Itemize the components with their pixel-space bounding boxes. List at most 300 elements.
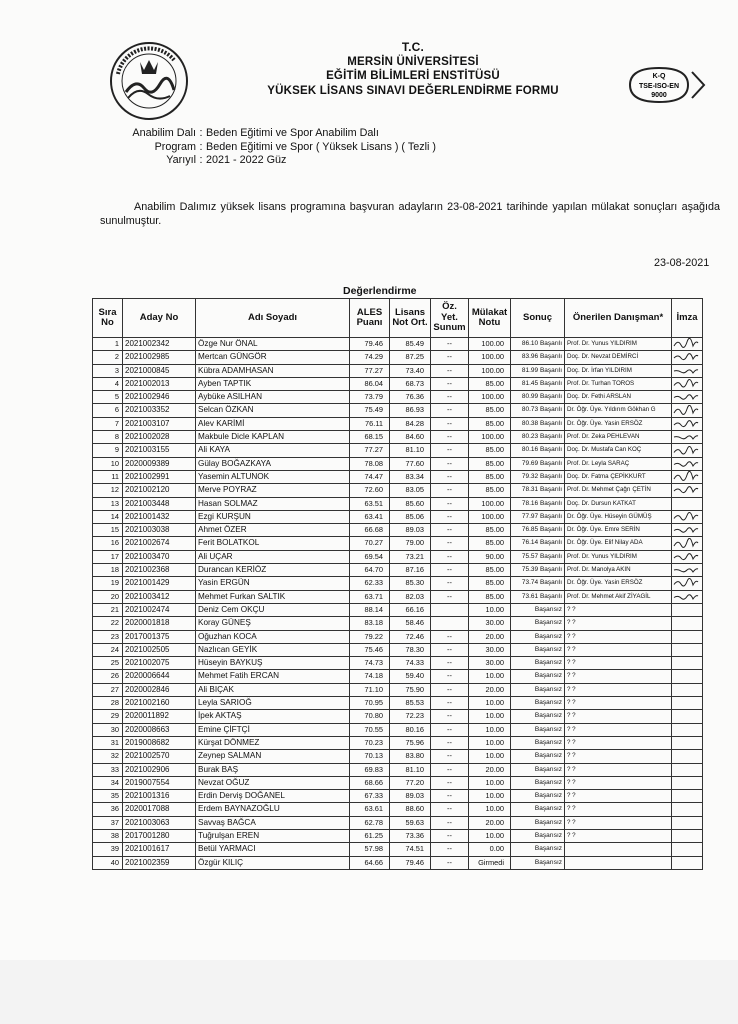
row-danisman: Prof. Dr. Leyla SARAÇ xyxy=(565,457,672,470)
signature-icon xyxy=(672,511,700,523)
row-adi-soyadi: Zeynep SALMAN xyxy=(196,750,350,763)
row-danisman: ? ? xyxy=(565,630,672,643)
row-ales-puani: 86.04 xyxy=(350,377,390,390)
row-lisans-not: 83.05 xyxy=(390,484,431,497)
table-row xyxy=(93,736,703,749)
table-row xyxy=(93,338,703,351)
signature-icon xyxy=(672,445,700,457)
row-lisans-not: 85.49 xyxy=(390,338,431,351)
row-adi-soyadi: Burak BAŞ xyxy=(196,763,350,776)
table-row xyxy=(93,417,703,430)
row-danisman: Dr. Öğr. Üye. Yıldırım Gökhan G xyxy=(565,404,672,417)
row-imza xyxy=(672,457,703,470)
row-lisans-not: 85.53 xyxy=(390,697,431,710)
table-row xyxy=(93,816,703,829)
row-imza xyxy=(672,643,703,656)
row-danisman xyxy=(565,843,672,856)
row-sira-no: 20 xyxy=(93,590,123,603)
row-danisman: Prof. Dr. Yunus YILDIRIM xyxy=(565,550,672,563)
row-aday-no: 2021002474 xyxy=(123,603,196,616)
row-mulakat-notu: 10.00 xyxy=(469,776,511,789)
info-label: Program xyxy=(154,140,196,153)
row-ales-puani: 75.46 xyxy=(350,643,390,656)
row-ales-puani: 76.11 xyxy=(350,417,390,430)
table-row xyxy=(93,697,703,710)
row-oz-yet: -- xyxy=(431,391,469,404)
row-imza xyxy=(672,843,703,856)
row-aday-no: 2021002906 xyxy=(123,763,196,776)
row-ales-puani: 68.66 xyxy=(350,776,390,789)
row-lisans-not: 58.46 xyxy=(390,617,431,630)
row-sonuc: Başarısız xyxy=(511,829,565,842)
row-imza xyxy=(672,790,703,803)
row-mulakat-notu: 10.00 xyxy=(469,710,511,723)
row-aday-no: 2021000845 xyxy=(123,364,196,377)
row-oz-yet: -- xyxy=(431,723,469,736)
row-lisans-not: 81.10 xyxy=(390,763,431,776)
row-sira-no: 35 xyxy=(93,790,123,803)
row-mulakat-notu: 20.00 xyxy=(469,816,511,829)
row-imza xyxy=(672,484,703,497)
row-imza xyxy=(672,710,703,723)
row-sonuc: Başarısız xyxy=(511,683,565,696)
row-aday-no: 2020017088 xyxy=(123,803,196,816)
row-aday-no: 2021002342 xyxy=(123,338,196,351)
table-row xyxy=(93,643,703,656)
header-university: MERSİN ÜNİVERSİTESİ xyxy=(347,55,479,68)
row-adi-soyadi: Mehmet Fatih ERCAN xyxy=(196,670,350,683)
row-sonuc: Başarısız xyxy=(511,856,565,869)
table-header-row xyxy=(93,299,703,338)
row-lisans-not: 85.06 xyxy=(390,510,431,523)
row-adi-soyadi: Gülay BOĞAZKAYA xyxy=(196,457,350,470)
row-ales-puani: 72.60 xyxy=(350,484,390,497)
row-oz-yet: -- xyxy=(431,404,469,417)
row-aday-no: 2021002946 xyxy=(123,391,196,404)
row-adi-soyadi: Selcan ÖZKAN xyxy=(196,404,350,417)
signature-icon xyxy=(672,391,700,403)
row-sonuc: 80.23 Başarılı xyxy=(511,431,565,444)
info-label: Yarıyıl xyxy=(166,154,196,166)
row-imza xyxy=(672,829,703,842)
row-danisman: Dr. Öğr. Üye. Yasin ERSÖZ xyxy=(565,577,672,590)
row-oz-yet: -- xyxy=(431,697,469,710)
row-lisans-not: 75.96 xyxy=(390,736,431,749)
row-sonuc: Başarısız xyxy=(511,736,565,749)
signature-icon xyxy=(672,577,700,589)
signature-icon xyxy=(672,564,700,576)
row-sira-no: 11 xyxy=(93,470,123,483)
row-mulakat-notu: 85.00 xyxy=(469,590,511,603)
row-lisans-not: 66.16 xyxy=(390,603,431,616)
row-adi-soyadi: Ferit BOLATKOL xyxy=(196,537,350,550)
row-sonuc: 81.99 Başarılı xyxy=(511,364,565,377)
signature-icon xyxy=(672,365,700,377)
row-ales-puani: 70.23 xyxy=(350,736,390,749)
row-mulakat-notu: 0.00 xyxy=(469,843,511,856)
row-sonuc: 79.69 Başarılı xyxy=(511,457,565,470)
row-imza xyxy=(672,723,703,736)
signature-icon xyxy=(672,418,700,430)
row-adi-soyadi: Hüseyin BAYKUŞ xyxy=(196,657,350,670)
row-mulakat-notu: 10.00 xyxy=(469,603,511,616)
row-oz-yet: -- xyxy=(431,790,469,803)
row-danisman: Prof. Dr. Turhan TOROS xyxy=(565,377,672,390)
row-oz-yet: -- xyxy=(431,750,469,763)
row-sira-no: 40 xyxy=(93,856,123,869)
row-mulakat-notu: 10.00 xyxy=(469,750,511,763)
row-oz-yet: -- xyxy=(431,564,469,577)
row-sonuc: 78.16 Başarılı xyxy=(511,497,565,510)
table-row xyxy=(93,763,703,776)
row-adi-soyadi: Aybüke ASILHAN xyxy=(196,391,350,404)
row-ales-puani: 71.10 xyxy=(350,683,390,696)
row-danisman: ? ? xyxy=(565,683,672,696)
row-sonuc: 73.74 Başarılı xyxy=(511,577,565,590)
row-sonuc: 79.32 Başarılı xyxy=(511,470,565,483)
row-adi-soyadi: İpek AKTAŞ xyxy=(196,710,350,723)
row-adi-soyadi: Özge Nur ÖNAL xyxy=(196,338,350,351)
table-row xyxy=(93,790,703,803)
row-aday-no: 2021001316 xyxy=(123,790,196,803)
row-aday-no: 2021003107 xyxy=(123,417,196,430)
row-mulakat-notu: 10.00 xyxy=(469,697,511,710)
table-row xyxy=(93,856,703,869)
row-sira-no: 23 xyxy=(93,630,123,643)
row-sonuc: 80.73 Başarılı xyxy=(511,404,565,417)
row-sira-no: 10 xyxy=(93,457,123,470)
row-sonuc: 76.14 Başarılı xyxy=(511,537,565,550)
row-oz-yet: -- xyxy=(431,776,469,789)
row-danisman xyxy=(565,856,672,869)
row-lisans-not: 79.00 xyxy=(390,537,431,550)
row-aday-no: 2021002013 xyxy=(123,377,196,390)
row-sonuc: Başarısız xyxy=(511,816,565,829)
row-sonuc: Başarısız xyxy=(511,776,565,789)
row-aday-no: 2021001617 xyxy=(123,843,196,856)
col-header-ales: ALES Puanı xyxy=(350,299,390,338)
row-mulakat-notu: 20.00 xyxy=(469,763,511,776)
row-ales-puani: 74.73 xyxy=(350,657,390,670)
row-sonuc: 80.16 Başarılı xyxy=(511,444,565,457)
row-oz-yet: -- xyxy=(431,417,469,430)
row-lisans-not: 73.21 xyxy=(390,550,431,563)
row-aday-no: 2017001375 xyxy=(123,630,196,643)
row-imza xyxy=(672,377,703,390)
signature-icon xyxy=(672,458,700,470)
row-ales-puani: 69.83 xyxy=(350,763,390,776)
row-sira-no: 29 xyxy=(93,710,123,723)
row-sonuc: 75.39 Başarılı xyxy=(511,564,565,577)
row-adi-soyadi: Ayben TAPTIK xyxy=(196,377,350,390)
row-lisans-not: 74.51 xyxy=(390,843,431,856)
row-sira-no: 6 xyxy=(93,404,123,417)
row-aday-no: 2021002505 xyxy=(123,643,196,656)
signature-icon xyxy=(672,338,700,350)
cert-line1: K-Q xyxy=(652,73,666,80)
row-adi-soyadi: Nevzat OĞUZ xyxy=(196,776,350,789)
info-value: 2021 - 2022 Güz xyxy=(206,154,287,166)
row-sonuc: Başarısız xyxy=(511,603,565,616)
table-row xyxy=(93,670,703,683)
row-sonuc: 77.97 Başarılı xyxy=(511,510,565,523)
row-ales-puani: 77.27 xyxy=(350,444,390,457)
row-mulakat-notu: 85.00 xyxy=(469,404,511,417)
row-oz-yet: -- xyxy=(431,683,469,696)
row-sira-no: 8 xyxy=(93,431,123,444)
row-imza xyxy=(672,590,703,603)
row-imza xyxy=(672,470,703,483)
row-mulakat-notu: 10.00 xyxy=(469,670,511,683)
row-oz-yet: -- xyxy=(431,364,469,377)
row-danisman: ? ? xyxy=(565,750,672,763)
row-sonuc: 73.61 Başarılı xyxy=(511,590,565,603)
row-adi-soyadi: Yasemin ALTUNOK xyxy=(196,470,350,483)
header-institute: EĞİTİM BİLİMLERİ ENSTİTÜSÜ xyxy=(326,70,500,82)
row-lisans-not: 79.46 xyxy=(390,856,431,869)
table-row xyxy=(93,524,703,537)
row-lisans-not: 82.03 xyxy=(390,590,431,603)
row-mulakat-notu: 30.00 xyxy=(469,643,511,656)
row-aday-no: 2020001818 xyxy=(123,617,196,630)
row-mulakat-notu: 100.00 xyxy=(469,391,511,404)
row-danisman: ? ? xyxy=(565,723,672,736)
row-oz-yet: -- xyxy=(431,803,469,816)
row-danisman: ? ? xyxy=(565,697,672,710)
row-adi-soyadi: Ali KAYA xyxy=(196,444,350,457)
row-lisans-not: 72.23 xyxy=(390,710,431,723)
row-oz-yet xyxy=(431,603,469,616)
row-mulakat-notu: 20.00 xyxy=(469,683,511,696)
row-lisans-not: 68.73 xyxy=(390,377,431,390)
row-mulakat-notu: 85.00 xyxy=(469,524,511,537)
table-row xyxy=(93,590,703,603)
row-adi-soyadi: Yasin ERGÜN xyxy=(196,577,350,590)
row-danisman: ? ? xyxy=(565,617,672,630)
row-danisman: Doç. Dr. Fatma ÇEPİKKURT xyxy=(565,470,672,483)
row-mulakat-notu: 85.00 xyxy=(469,377,511,390)
row-imza xyxy=(672,351,703,364)
row-sonuc: Başarısız xyxy=(511,630,565,643)
row-aday-no: 2021002991 xyxy=(123,470,196,483)
row-imza xyxy=(672,750,703,763)
row-imza xyxy=(672,736,703,749)
row-lisans-not: 74.33 xyxy=(390,657,431,670)
row-imza xyxy=(672,617,703,630)
row-adi-soyadi: Mehmet Furkan SALTIK xyxy=(196,590,350,603)
row-ales-puani: 70.95 xyxy=(350,697,390,710)
row-adi-soyadi: Mertcan GÜNGÖR xyxy=(196,351,350,364)
row-oz-yet: -- xyxy=(431,470,469,483)
row-aday-no: 2021003470 xyxy=(123,550,196,563)
row-aday-no: 2021003412 xyxy=(123,590,196,603)
row-adi-soyadi: Makbule Dicle KAPLAN xyxy=(196,431,350,444)
row-aday-no: 2021003038 xyxy=(123,524,196,537)
row-oz-yet: -- xyxy=(431,736,469,749)
row-sira-no: 4 xyxy=(93,377,123,390)
row-ales-puani: 62.33 xyxy=(350,577,390,590)
row-lisans-not: 83.80 xyxy=(390,750,431,763)
row-ales-puani: 61.25 xyxy=(350,829,390,842)
row-oz-yet: -- xyxy=(431,590,469,603)
row-aday-no: 2021001429 xyxy=(123,577,196,590)
signature-icon xyxy=(672,351,700,363)
row-aday-no: 2020008663 xyxy=(123,723,196,736)
row-sonuc: 78.31 Başarılı xyxy=(511,484,565,497)
row-adi-soyadi: Erdem BAYNAZOĞLU xyxy=(196,803,350,816)
col-header-lisans: Lisans Not Ort. xyxy=(390,299,431,338)
table-row xyxy=(93,391,703,404)
row-imza xyxy=(672,537,703,550)
table-row xyxy=(93,537,703,550)
table-row xyxy=(93,470,703,483)
row-aday-no: 2021002160 xyxy=(123,697,196,710)
table-row xyxy=(93,630,703,643)
row-oz-yet: -- xyxy=(431,630,469,643)
table-row xyxy=(93,776,703,789)
row-sira-no: 31 xyxy=(93,736,123,749)
cert-line3: 9000 xyxy=(651,92,667,99)
row-sonuc: Başarısız xyxy=(511,763,565,776)
row-imza xyxy=(672,338,703,351)
table-row xyxy=(93,710,703,723)
row-mulakat-notu: 100.00 xyxy=(469,510,511,523)
row-sira-no: 34 xyxy=(93,776,123,789)
row-aday-no: 2021002674 xyxy=(123,537,196,550)
row-mulakat-notu: 10.00 xyxy=(469,790,511,803)
row-danisman: Dr. Öğr. Üye. Hüseyin GÜMÜŞ xyxy=(565,510,672,523)
row-lisans-not: 73.40 xyxy=(390,364,431,377)
row-aday-no: 2021003155 xyxy=(123,444,196,457)
col-header-oz: Öz. Yet. Sunum xyxy=(431,299,469,338)
row-sonuc: Başarısız xyxy=(511,723,565,736)
col-header-sonuc: Sonuç xyxy=(511,299,565,338)
row-mulakat-notu: 10.00 xyxy=(469,736,511,749)
row-ales-puani: 63.41 xyxy=(350,510,390,523)
row-aday-no: 2020009389 xyxy=(123,457,196,470)
row-sira-no: 26 xyxy=(93,670,123,683)
row-ales-puani: 70.80 xyxy=(350,710,390,723)
row-sonuc: 80.99 Başarılı xyxy=(511,391,565,404)
row-lisans-not: 87.25 xyxy=(390,351,431,364)
row-lisans-not: 76.36 xyxy=(390,391,431,404)
row-sonuc: Başarısız xyxy=(511,803,565,816)
row-aday-no: 2021003063 xyxy=(123,816,196,829)
table-row xyxy=(93,843,703,856)
row-sira-no: 1 xyxy=(93,338,123,351)
row-mulakat-notu: 100.00 xyxy=(469,431,511,444)
table-row xyxy=(93,457,703,470)
row-mulakat-notu: 100.00 xyxy=(469,351,511,364)
table-row xyxy=(93,364,703,377)
row-oz-yet: -- xyxy=(431,843,469,856)
row-lisans-not: 59.63 xyxy=(390,816,431,829)
scan-margin xyxy=(0,960,738,1024)
row-ales-puani: 62.78 xyxy=(350,816,390,829)
row-lisans-not: 87.16 xyxy=(390,564,431,577)
row-sonuc: Başarısız xyxy=(511,790,565,803)
row-ales-puani: 78.08 xyxy=(350,457,390,470)
row-mulakat-notu: Girmedi xyxy=(469,856,511,869)
row-sonuc: Başarısız xyxy=(511,843,565,856)
row-sira-no: 3 xyxy=(93,364,123,377)
row-danisman: Dr. Öğr. Üye. Emre SERİN xyxy=(565,524,672,537)
row-adi-soyadi: Tuğrulşan EREN xyxy=(196,829,350,842)
row-danisman: ? ? xyxy=(565,790,672,803)
row-ales-puani: 69.54 xyxy=(350,550,390,563)
row-oz-yet: -- xyxy=(431,550,469,563)
table-row xyxy=(93,431,703,444)
row-lisans-not: 83.34 xyxy=(390,470,431,483)
row-adi-soyadi: Emine ÇİFTÇİ xyxy=(196,723,350,736)
row-ales-puani: 70.13 xyxy=(350,750,390,763)
row-aday-no: 2017001280 xyxy=(123,829,196,842)
row-sira-no: 7 xyxy=(93,417,123,430)
row-oz-yet: -- xyxy=(431,457,469,470)
row-imza xyxy=(672,657,703,670)
row-sira-no: 21 xyxy=(93,603,123,616)
row-lisans-not: 59.40 xyxy=(390,670,431,683)
col-header-imza: İmza xyxy=(672,299,703,338)
row-sira-no: 5 xyxy=(93,391,123,404)
row-lisans-not: 81.10 xyxy=(390,444,431,457)
row-imza xyxy=(672,431,703,444)
row-danisman: ? ? xyxy=(565,803,672,816)
row-lisans-not: 84.28 xyxy=(390,417,431,430)
table-row xyxy=(93,510,703,523)
row-sonuc: Başarısız xyxy=(511,670,565,683)
col-header-ad: Adı Soyadı xyxy=(196,299,350,338)
table-row xyxy=(93,803,703,816)
row-mulakat-notu: 30.00 xyxy=(469,617,511,630)
row-sira-no: 27 xyxy=(93,683,123,696)
table-row xyxy=(93,723,703,736)
row-imza xyxy=(672,856,703,869)
row-adi-soyadi: Deniz Cem OKÇU xyxy=(196,603,350,616)
row-ales-puani: 74.18 xyxy=(350,670,390,683)
row-adi-soyadi: Durancan KERİÖZ xyxy=(196,564,350,577)
results-table xyxy=(92,298,703,870)
row-mulakat-notu: 85.00 xyxy=(469,564,511,577)
row-sira-no: 28 xyxy=(93,697,123,710)
row-sonuc: 83.96 Başarılı xyxy=(511,351,565,364)
row-imza xyxy=(672,697,703,710)
row-imza xyxy=(672,404,703,417)
row-aday-no: 2021003352 xyxy=(123,404,196,417)
row-mulakat-notu: 85.00 xyxy=(469,444,511,457)
row-ales-puani: 63.51 xyxy=(350,497,390,510)
row-mulakat-notu: 85.00 xyxy=(469,484,511,497)
row-lisans-not: 85.30 xyxy=(390,577,431,590)
table-row xyxy=(93,750,703,763)
row-adi-soyadi: Oğuzhan KOCA xyxy=(196,630,350,643)
row-lisans-not: 80.16 xyxy=(390,723,431,736)
row-danisman: ? ? xyxy=(565,657,672,670)
row-oz-yet: -- xyxy=(431,710,469,723)
row-sira-no: 19 xyxy=(93,577,123,590)
table-row xyxy=(93,577,703,590)
row-ales-puani: 83.18 xyxy=(350,617,390,630)
row-aday-no: 2020006644 xyxy=(123,670,196,683)
row-sira-no: 9 xyxy=(93,444,123,457)
row-aday-no: 2021002075 xyxy=(123,657,196,670)
row-mulakat-notu: 100.00 xyxy=(469,364,511,377)
row-lisans-not: 75.90 xyxy=(390,683,431,696)
row-ales-puani: 64.66 xyxy=(350,856,390,869)
row-oz-yet: -- xyxy=(431,856,469,869)
row-sira-no: 22 xyxy=(93,617,123,630)
row-sira-no: 18 xyxy=(93,564,123,577)
